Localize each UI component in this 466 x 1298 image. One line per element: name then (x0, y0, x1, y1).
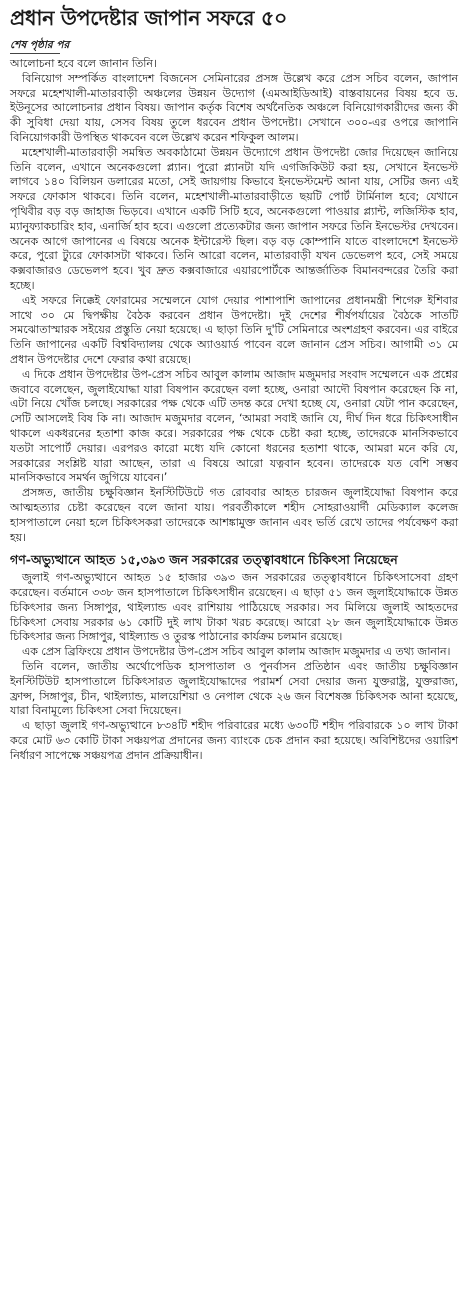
continuation-rule (10, 53, 60, 54)
headline: প্রধান উপদেষ্টার জাপান সফরে ৫০ (10, 6, 287, 30)
paragraph: বিনিয়োগ সম্পর্কিত বাংলাদেশ বিজনেস সেমিনারের প্রসঙ্গ উল্লেখ করে প্রেস সচিব বলেন, জাপান সফরে মহেশখালী-মাতারবাড়ী অঞ্চলের উন্নয়ন উদ্যোগ (এমআইডিআই) বাস্তবায়নের বিষয় হবে ড. ইউনূসের আলোচনার প্রধান বিষয়। জাপান কর্তৃক বিশেষ অর্থনৈতিক অঞ্চলে বিনিয়োগকারীদের জন্য কী কী সুবিধা দেয়া যায়, সেসব বিষয় তুলে ধরবেন প্রধান উপদেষ্টা। সেখানে ৩০০-এর ওপরে জাপানি বিনিয়োগকারী উপস্থিত থাকবেন বলে উল্লেখ করেন শফিকুল আলম। (10, 71, 458, 144)
paragraph: আলোচনা হবে বলে জানান তিনি। (10, 57, 157, 70)
paragraph: মহেশখালী-মাতারবাড়ী সমন্বিত অবকাঠামো উন্নয়ন উদ্যোগে প্রধান উপদেষ্টা জোর দিয়েছেন জানিয়ে তিনি বলেন, এখানে অনেকগুলো প্ল্যান। পুরো প্ল্যানটা যদি এগজিকিউট করা হয়, সেখানে ইনভেস্ট লাগবে ১৪০ বিলিয়ন ডলারের মতো, সেই জায়গায় কিভাবে ইনভেস্টমেন্ট আনা যায়, সেটির জন্য এই সফরে ফোকাস থাকবে। তিনি বলেন, মহেশখালী-মাতারবাড়ীতে ছয়টি পোর্ট টার্মিনাল হবে; যেখানে পৃথিবীর বড় বড় জাহাজ ভিড়বে। এখানে একটি সিটি হবে, অনেকগুলো পাওয়ার প্ল্যান্ট, লজিস্টিক হাব, ম্যানুফ্যাকচারিং হাব, এনার্জি হাব হবে। এগুলো প্রত্যেকটার জন্য জাপান সফরে তিনি ইনভেস্টর দেখবেন। অনেক আগে জাপানের এ বিষয়ে অনেক ইন্টারেস্ট ছিল। বড় বড় কোম্পানি যাতে বাংলাদেশে ইনভেস্ট করে, পুরো ট্যুরে ফোকাসটা থাকবে। তিনি আরো বলেন, মাতারবাড়ী যখন ডেভেলপ হবে, সেই সময়ে কক্সবাজারও ডেভেলপ হবে। খুব দ্রুত কক্সবাজারে এয়ারপোর্টকে আন্তর্জাতিক বিমানবন্দরের তৈরি করা হচ্ছে। (10, 145, 458, 292)
paragraph: এই সফরে নিক্কেই ফোরামের সম্মেলনে যোগ দেয়ার পাশাপাশি জাপানের প্রধানমন্ত্রী শিগেরু ইশিবার সাথে ৩০ মে দ্বিপক্ষীয় বৈঠক করবেন প্রধান উপদেষ্টা। দুই দেশের শীর্ষপর্যায়ের বৈঠকে সাতটি সমঝোতাস্মারক সইয়ের প্রস্তুতি নেয়া হয়েছে। এ ছাড়া তিনি দু'টি সেমিনারে অংশগ্রহণ করবেন। এর বাইরে তিনি জাপানের একটি বিশ্ববিদ্যালয় থেকে অ্যাওয়ার্ড পাবেন বলে জানান প্রেস সচিব। আগামী ৩১ মে প্রধান উপদেষ্টার দেশে ফেরার কথা রয়েছে। (10, 293, 458, 366)
paragraph: প্রসঙ্গত, জাতীয় চক্ষুবিজ্ঞান ইনস্টিটিউটে গত রোববার আহত চারজন জুলাইযোদ্ধা বিষপান করে আত্মহত্যার চেষ্টা করেছেন বলে জানা যায়। পরবর্তীকালে শহীদ সোহরাওয়ার্দী মেডিক্যাল কলেজ হাসপাতালে নেয়া হলে চিকিৎসকরা তাদেরকে আশঙ্কামুক্ত জানান এবং ভর্তি রেখে তাদের পর্যবেক্ষণ করা হয়। (10, 486, 458, 544)
paragraph: এ দিকে প্রধান উপদেষ্টার উপ-প্রেস সচিব আবুল কালাম আজাদ মজুমদার সংবাদ সম্মেলনে এক প্রশ্নের জবাবে বলেছেন, জুলাইযোদ্ধা যারা বিষপান করেছেন বলা হচ্ছে, ওনারা আদৌ বিষপান করেছেন কি না, এটা নিয়ে খোঁজ চলছে। সরকারের পক্ষ থেকে এটি তদন্ত করে দেখা হচ্ছে যে, ওনারা যেটা পান করেছেন, সেটি আসলেই বিষ কি না। আজাদ মজুমদার বলেন, ‘আমরা সবাই জানি যে, দীর্ঘ দিন ধরে চিকিৎসাধীন থাকলে একধরনের হতাশা কাজ করে। সরকারের পক্ষ থেকে চেষ্টা করা হচ্ছে, তাদেরকে মানসিকভাবে যতটা সাপোর্ট দেয়ার। এরপরও কারো মধ্যে যদি কোনো ধরনের হতাশা থাকে, আমরা মনে করি যে, সরকারের সংশ্লিষ্ট যারা আছেন, তারা এ বিষয়ে আরো যত্নবান হবেন। তাদেরকে যত বেশি সম্ভব মানসিকভাবে সমর্থন জুগিয়ে যাবেন।’ (10, 367, 458, 485)
paragraph: এ ছাড়া জুলাই গণ-অভ্যুত্থানে ৮৩৪টি শহীদ পরিবারের মধ্যে ৬৩০টি শহীদ পরিবারকে ১০ লাখ টাকা করে মোট ৬৩ কোটি টাকা সঞ্চয়পত্র প্রদানের জন্য ব্যাংকে চেক প্রদান করা হয়েছে। অবিশিষ্টদের ওয়ারিশ নির্ধারণ সাপেক্ষে সঞ্চয়পত্র প্রদান প্রক্রিয়াধীন। (10, 719, 458, 762)
paragraph: জুলাই গণ-অভ্যুত্থানে আহত ১৫ হাজার ৩৯৩ জন সরকারের তত্ত্বাবধানে চিকিৎসাসেবা গ্রহণ করেছেন। বর্তমানে ৩৩৮ জন হাসপাতালে চিকিৎসাধীন রয়েছেন। এ ছাড়া ৫১ জন জুলাইযোদ্ধাকে উন্নত চিকিৎসার জন্য সিঙ্গাপুর, থাইল্যান্ড এবং রাশিয়ায় পাঠিয়েছে সরকার। সব মিলিয়ে জুলাই আহতদের চিকিৎসা সেবায় সরকার ৬১ কোটি দুই লাখ টাকা খরচ করেছে। আরো ২৮ জন জুলাইযোদ্ধাকে উন্নত চিকিৎসার জন্য সিঙ্গাপুর, থাইল্যান্ড ও তুরস্ক পাঠানোর কার্যক্রম চলমান রয়েছে। (10, 571, 458, 644)
paragraph: তিনি বলেন, জাতীয় অর্থোপেডিক হাসপাতাল ও পুনর্বাসন প্রতিষ্ঠান এবং জাতীয় চক্ষুবিজ্ঞান ইনস্টিটিউট হাসপাতালে চিকিৎসারত জুলাইযোদ্ধাদের পরামর্শ সেবা দেয়ার জন্য যুক্তরাষ্ট্র, যুক্তরাজ্য, ফ্রান্স, সিঙ্গাপুর, চীন, থাইল্যান্ড, মালয়েশিয়া ও নেপাল থেকে ২৬ জন বিশেষজ্ঞ চিকিৎসক আনা হয়েছে, যারা বিনামূল্যে চিকিৎসা সেবা দিয়েছেন। (10, 660, 458, 718)
continuation-note: শেষ পৃষ্ঠার পর (10, 39, 70, 51)
subheading: গণ-অভ্যুত্থানে আহত ১৫,৩৯৩ জন সরকারের তত্ত্বাবধানে চিকিৎসা নিয়েছেন (10, 552, 398, 568)
paragraph: এক প্রেস ব্রিফিংয়ে প্রধান উপদেষ্টার উপ-প্রেস সচিব আবুল কালাম আজাদ মজুমদার এ তথ্য জানান। (22, 645, 451, 659)
